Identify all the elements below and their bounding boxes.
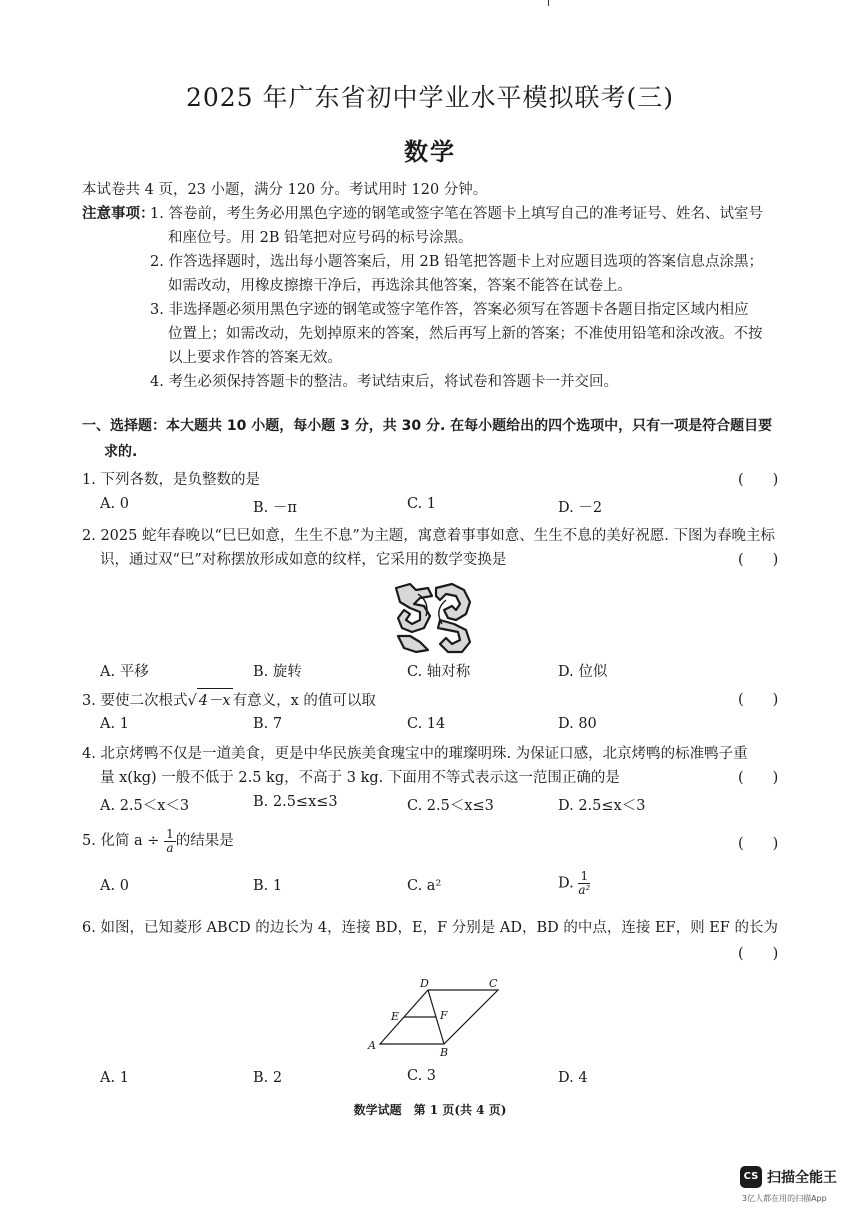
q1-option-b: B. －π: [253, 500, 297, 516]
answer-paren: ( ): [738, 552, 779, 568]
notice-label: 注意事项：: [82, 206, 155, 222]
label-e: E: [391, 1010, 400, 1023]
q3-radicand: 4－x: [197, 688, 233, 713]
page-footer: 数学试题 第 1 页(共 4 页): [353, 1103, 507, 1117]
q3-stem-pre: 3. 要使二次根式: [82, 693, 188, 709]
q5-stem-post: 的结果是: [175, 833, 234, 849]
exam-intro: 本试卷共 4 页，23 小题，满分 120 分。考试用时 120 分钟。: [82, 182, 488, 198]
camscanner-tagline: 3亿人都在用的扫描App: [742, 1194, 827, 1203]
notice-line: 2. 作答选择题时，选出每小题答案后，用 2B 铅笔把答题卡上对应题目选项的答案信息点涂黑；: [150, 254, 764, 270]
answer-paren: ( ): [738, 472, 779, 488]
q4-option-c: C. 2.5＜x≤3: [407, 798, 494, 814]
section-heading-cont: 求的.: [104, 444, 138, 460]
question-2-stem-cont: 识，通过双“巳”对称摆放形成如意的纹样，它采用的数学变换是: [100, 552, 507, 568]
q5-option-b: B. 1: [253, 878, 283, 894]
q5-optd-num: 1: [578, 870, 590, 884]
q2-option-c: C. 轴对称: [407, 664, 471, 680]
q5-frac-den: a: [166, 840, 174, 855]
label-b: B: [440, 1046, 449, 1059]
section-heading: 一、选择题：本大题共 10 小题，每小题 3 分，共 30 分. 在每小题给出的四个选项中，只有一项是符合题目要: [82, 418, 773, 434]
answer-paren: ( ): [738, 836, 779, 852]
q5-fraction: [164, 828, 176, 855]
q1-option-d: D. －2: [558, 500, 603, 516]
question-4-stem-cont: 量 x(kg) 一般不低于 2.5 kg，不高于 3 kg. 下面用不等式表示这一范围正确的是: [100, 770, 620, 786]
q1-option-c: C. 1: [407, 496, 437, 512]
notice-line: 如需改动，用橡皮擦擦干净后，再选涂其他答案，答案不能答在试卷上。: [168, 278, 632, 294]
ruyi-logo-figure: [390, 580, 476, 656]
question-5-stem: [82, 826, 234, 856]
notice-line: 3. 非选择题必须用黑色字迹的钢笔或签字笔作答，答案必须写在答题卡各题目指定区域内相应: [150, 302, 749, 318]
label-a: A: [368, 1039, 376, 1052]
question-2-stem: 2. 2025 蛇年春晚以“巳巳如意，生生不息”为主题，寓意着事事如意、生生不息的美好祝愿. 下图为春晚主标: [82, 528, 775, 544]
notice-line: 4. 考生必须保持答题卡的整洁。考试结束后，将试卷和答题卡一并交回。: [150, 374, 618, 390]
question-3-stem: [82, 688, 376, 713]
notice-line: 1. 答卷前，考生务必用黑色字迹的钢笔或签字笔在答题卡上填写自己的准考证号、姓名、试室号: [150, 206, 763, 222]
question-6-stem: 6. 如图，已知菱形 ABCD 的边长为 4，连接 BD，E，F 分别是 AD，BD 的中点，连接 EF，则 EF 的长为: [82, 920, 778, 936]
q6-option-d: D. 4: [558, 1070, 588, 1086]
q6-option-a: A. 1: [100, 1070, 129, 1086]
q3-stem-post: 有意义，x 的值可以取: [232, 693, 376, 709]
q2-option-d: D. 位似: [558, 664, 608, 680]
exam-title: 2025 年广东省初中学业水平模拟联考(三): [185, 83, 675, 112]
question-1-stem: 1. 下列各数，是负整数的是: [82, 472, 260, 488]
q4-option-a: A. 2.5＜x＜3: [100, 798, 190, 814]
notice-line: 位置上；如需改动，先划掉原来的答案，然后再写上新的答案；不准使用铅笔和涂改液。不按: [168, 326, 763, 342]
label-d: D: [420, 977, 429, 990]
camscanner-logo-icon: CS: [740, 1166, 762, 1188]
q3-option-a: A. 1: [100, 716, 129, 732]
notice-line: 和座位号。用 2B 铅笔把对应号码的标号涂黑。: [168, 230, 473, 246]
q2-option-a: A. 平移: [100, 664, 149, 680]
q3-option-b: B. 7: [253, 716, 283, 732]
answer-paren: ( ): [738, 692, 779, 708]
q5-option-d: [558, 870, 590, 897]
q6-option-c: C. 3: [407, 1068, 437, 1084]
rhombus-figure: [360, 972, 510, 1064]
q3-option-c: C. 14: [407, 716, 446, 732]
q6-option-b: B. 2: [253, 1070, 283, 1086]
q5-optd-den: a²: [578, 883, 591, 897]
answer-paren: ( ): [738, 946, 779, 962]
subject-title: 数学: [404, 138, 456, 166]
q4-option-b: B. 2.5≤x≤3: [253, 794, 338, 810]
q5-optd-label: D.: [558, 875, 574, 892]
q5-stem-pre: 5. 化简 a ÷: [82, 833, 160, 849]
notice-line: 以上要求作答的答案无效。: [168, 350, 342, 366]
q3-option-d: D. 80: [558, 716, 597, 732]
answer-paren: ( ): [738, 770, 779, 786]
q2-option-b: B. 旋转: [253, 664, 302, 680]
q5-option-c: C. a²: [407, 878, 442, 894]
label-c: C: [489, 977, 498, 990]
q5-option-a: A. 0: [100, 878, 129, 894]
q4-option-d: D. 2.5≤x＜3: [558, 798, 646, 814]
q5-frac-num: 1: [166, 826, 174, 841]
sqrt-sign: √: [187, 693, 197, 709]
camscanner-name: 扫描全能王: [767, 1170, 837, 1186]
q1-option-a: A. 0: [100, 496, 129, 512]
top-edge-mark: [548, 0, 549, 6]
label-f: F: [440, 1009, 448, 1022]
q5-optd-fraction: [578, 870, 590, 897]
question-4-stem: 4. 北京烤鸭不仅是一道美食，更是中华民族美食瑰宝中的璀璨明珠. 为保证口感，北京烤鸭的标准鸭子重: [82, 746, 748, 762]
